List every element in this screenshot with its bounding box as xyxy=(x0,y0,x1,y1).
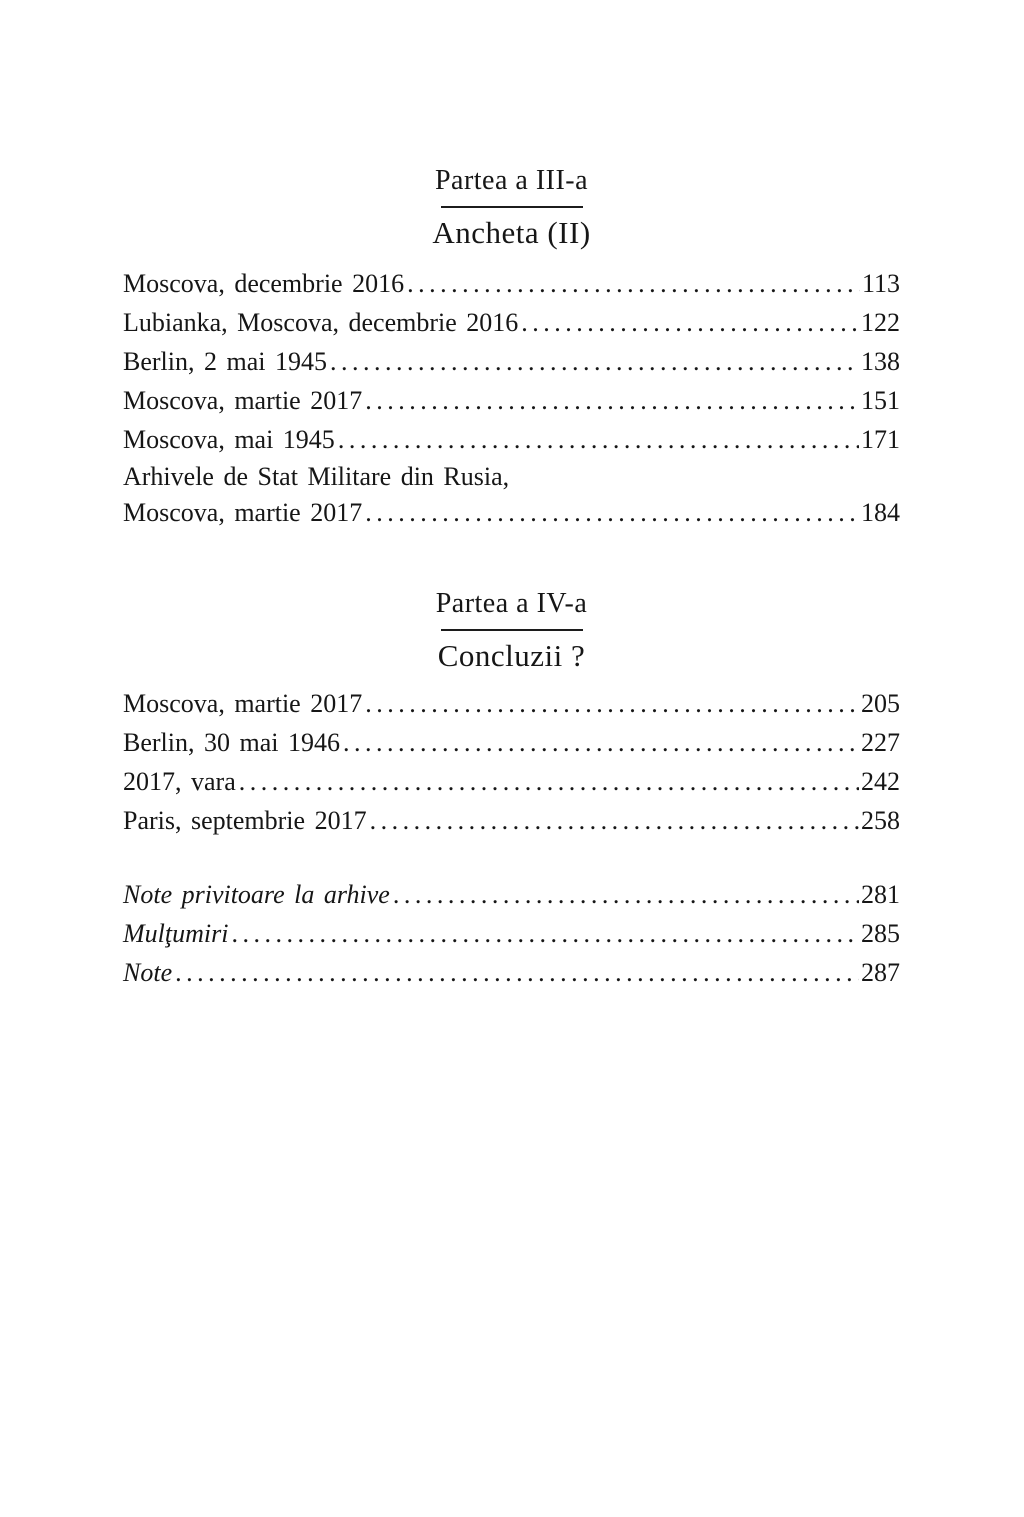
toc-entry xyxy=(123,303,900,342)
toc-dot-leader xyxy=(239,762,859,801)
toc-entry xyxy=(123,723,900,762)
toc-entry-page: 285 xyxy=(861,919,900,948)
toc-entry-label-line1: Arhivele de Stat Militare din Rusia, xyxy=(123,462,510,491)
toc-entry xyxy=(123,914,900,953)
toc-entry xyxy=(123,953,900,992)
toc-dot-leader xyxy=(343,723,859,762)
toc-entry xyxy=(123,264,900,303)
toc-entry-label: Note xyxy=(123,958,173,987)
part-divider-rule xyxy=(441,206,583,208)
toc-dot-leader xyxy=(330,342,859,381)
toc-entry-label: Berlin, 2 mai 1945 xyxy=(123,347,327,376)
toc-entry-page: 227 xyxy=(861,728,900,757)
toc-entry-label: Lubianka, Moscova, decembrie 2016 xyxy=(123,308,519,337)
toc-entry-page: 205 xyxy=(861,689,900,718)
toc-entry-page: 151 xyxy=(861,386,900,415)
toc-entry-label: Moscova, martie 2017 xyxy=(123,689,363,718)
toc-dot-leader xyxy=(231,914,859,953)
toc-entry-page: 171 xyxy=(861,425,900,454)
toc-entry xyxy=(123,801,900,840)
part-heading-4 xyxy=(123,588,900,674)
toc-entry xyxy=(123,420,900,459)
toc-entry-label: Paris, septembrie 2017 xyxy=(123,806,367,835)
toc-entry-page: 184 xyxy=(861,498,900,527)
toc-entry-label: Mulţumiri xyxy=(123,919,229,948)
toc-entry-two-line xyxy=(123,459,900,531)
toc-entry-label: Moscova, decembrie 2016 xyxy=(123,269,405,298)
toc-dot-leader xyxy=(338,420,859,459)
part-title: Concluzii ? xyxy=(437,638,586,673)
toc-dot-leader xyxy=(365,381,859,420)
toc-entry-page: 242 xyxy=(861,767,900,796)
toc-content xyxy=(123,0,900,992)
toc-dot-leader xyxy=(175,953,859,992)
toc-list-part-3 xyxy=(123,264,900,531)
toc-entry-label: 2017, vara xyxy=(123,767,236,796)
toc-entry xyxy=(123,875,900,914)
part-title: Ancheta (II) xyxy=(432,215,591,250)
toc-dot-leader xyxy=(370,801,859,840)
toc-entry xyxy=(123,762,900,801)
toc-list-part-4 xyxy=(123,684,900,840)
toc-entry xyxy=(123,684,900,723)
toc-entry-label-line2: Moscova, martie 2017 xyxy=(123,498,363,527)
toc-entry-page: 113 xyxy=(861,269,900,298)
toc-dot-leader xyxy=(407,264,860,303)
toc-entry-label: Moscova, mai 1945 xyxy=(123,425,335,454)
toc-entry xyxy=(123,381,900,420)
toc-entry xyxy=(123,342,900,381)
toc-entry-line2 xyxy=(123,495,900,531)
toc-entry-label: Moscova, martie 2017 xyxy=(123,386,363,415)
toc-dot-leader xyxy=(365,495,859,531)
toc-dot-leader xyxy=(365,684,859,723)
toc-entry-label: Note privitoare la arhive xyxy=(123,880,390,909)
toc-entry-page: 122 xyxy=(861,308,900,337)
toc-dot-leader xyxy=(521,303,859,342)
toc-dot-leader xyxy=(393,875,859,914)
toc-entry-label: Berlin, 30 mai 1946 xyxy=(123,728,340,757)
part-divider-rule xyxy=(441,629,583,631)
part-name: Partea a III-a xyxy=(434,165,589,196)
toc-list-back-matter xyxy=(123,875,900,992)
toc-entry-page: 287 xyxy=(861,958,900,987)
toc-entry-page: 258 xyxy=(861,806,900,835)
toc-entry-page: 281 xyxy=(861,880,900,909)
toc-entry-page: 138 xyxy=(861,347,900,376)
part-heading-3 xyxy=(123,165,900,251)
part-name: Partea a IV-a xyxy=(435,588,588,619)
